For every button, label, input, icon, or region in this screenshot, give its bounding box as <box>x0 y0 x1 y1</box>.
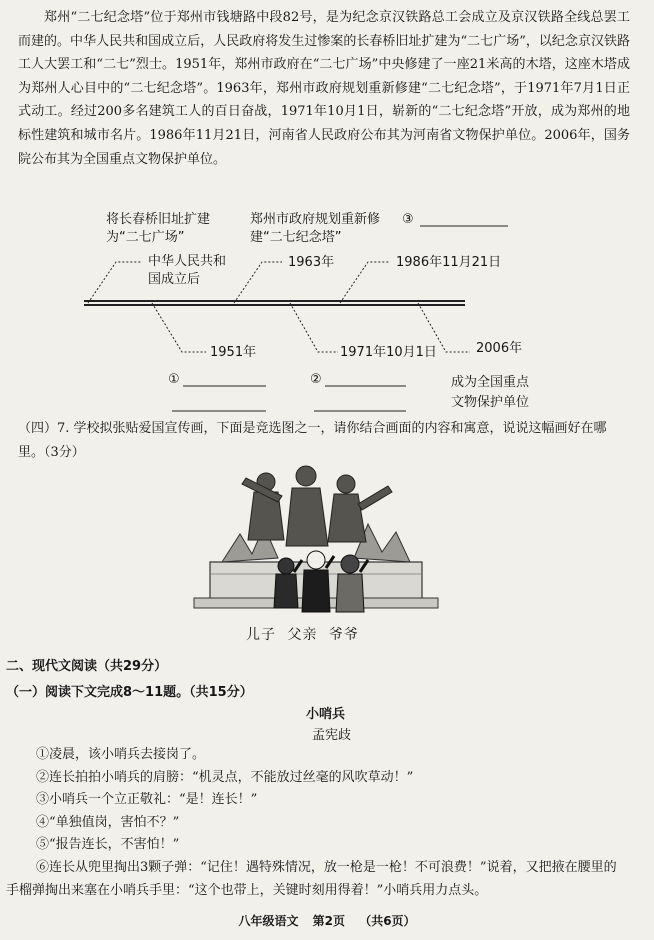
intro-paragraph: 郑州“二七纪念塔”位于郑州市钱塘路中段82号，是为纪念京汉铁路总工会成立及京汉铁路全线总罢工而建的。中华人民共和国成立后，人民政府将发生过惨案的长春桥旧址扩建为“二七广场”，以纪念京汉铁路工人大罢工和“二七”烈士。1951年，郑州市政府在“二七广场”中央修建了一座21米高的木塔，这座木塔成为郑州人心目中的“二七纪念塔”。1963年，郑州市政府规划重新修建“二七纪念塔”，于1971年7月1日正式动工。经过200多名建筑工人的百日奋战，1971年10月1日，崭新的“二七纪念塔”开放，成为郑州的地标性建筑和城市名片。1986年11月21日，河南省人民政府公布其为河南省文物保护单位。2006年，国务院公布其为全国重点文物保护单位。 <box>18 10 630 167</box>
timeline-above-1-event-line-2: 为“二七广场” <box>106 230 185 245</box>
timeline-below-3-event-line-1: 成为全国重点 <box>451 375 530 390</box>
timeline-above-2-event-line-2: 建“二七纪念塔” <box>250 230 342 245</box>
poster-caption <box>246 624 365 644</box>
timeline-below-3-event-line-2: 文物保护单位 <box>451 395 530 410</box>
timeline-above-1-date-line-2: 国成立后 <box>148 272 201 287</box>
footer-subject: 八年级语文 <box>238 914 299 928</box>
story-line-2: ②连长拍拍小哨兵的肩膀：“机灵点，不能放过丝毫的风吹草动！” <box>36 769 414 785</box>
story-line-4: ④“单独值岗，害怕不？” <box>36 814 180 830</box>
section-2-subtitle: （一）阅读下文完成8～11题。（共15分） <box>6 685 253 700</box>
footer-page-total: （共6页） <box>359 914 416 928</box>
question-7: （四）7. 学校拟张贴爱国宣传画，下面是竞选图之一，请你结合画面的内容和寓意，说说这幅画好在哪里。（3分） <box>18 421 607 460</box>
story-author: 孟宪歧 <box>312 728 352 743</box>
caption-grandfather: 爷爷 <box>328 627 359 643</box>
story-line-3: ③小哨兵一个立正敬礼：“是！连长！” <box>36 792 258 808</box>
timeline-above-1-date-line-1: 中华人民共和 <box>148 254 227 269</box>
timeline-above-3-date-line-1: 1986年11月21日 <box>396 255 502 270</box>
timeline-branch-above-2 <box>234 262 282 303</box>
timeline-above-2-event-line-1: 郑州市政府规划重新修 <box>250 212 381 227</box>
timeline-above-3-event-line-1: ③ <box>402 212 414 227</box>
page-footer <box>0 912 654 929</box>
timeline-below-1-event-line-1: ① <box>168 372 180 387</box>
timeline-below-3-date: 2006年 <box>476 341 523 356</box>
timeline-diagram <box>0 200 654 418</box>
timeline-branch-above-1 <box>88 262 142 303</box>
timeline-above-2-date-line-1: 1963年 <box>288 255 335 270</box>
story-line-5: ⑤“报告连长，不害怕！” <box>36 837 180 853</box>
story-line-1: ①凌晨，该小哨兵去接岗了。 <box>36 747 206 762</box>
story-body <box>6 744 626 902</box>
story-line-6: ⑥连长从兜里掏出3颗子弹：“记住！遇特殊情况，放一枪是一枪！不可浪费！”说着，又把掖在腰里的手榴弹掏出来塞在小哨兵手里：“这个也带上，关键时刻用得着！”小哨兵用力点头。 <box>6 859 617 898</box>
timeline-branch-below-2 <box>290 303 338 352</box>
story-title: 小哨兵 <box>306 707 346 722</box>
footer-page-number: 第2页 <box>312 914 345 928</box>
timeline-branch-below-1 <box>152 303 206 352</box>
caption-father: 父亲 <box>287 627 318 643</box>
timeline-below-1-date: 1951年 <box>210 345 257 360</box>
poster-illustration <box>182 462 450 620</box>
timeline-branch-above-3 <box>340 262 390 303</box>
caption-son: 儿子 <box>246 627 276 643</box>
section-2-title: 二、现代文阅读（共29分） <box>6 659 168 674</box>
timeline-above-1-event-line-1: 将长春桥旧址扩建 <box>106 212 211 227</box>
timeline-below-2-event-line-1: ② <box>310 372 322 387</box>
timeline-below-2-date: 1971年10月1日 <box>340 345 437 360</box>
